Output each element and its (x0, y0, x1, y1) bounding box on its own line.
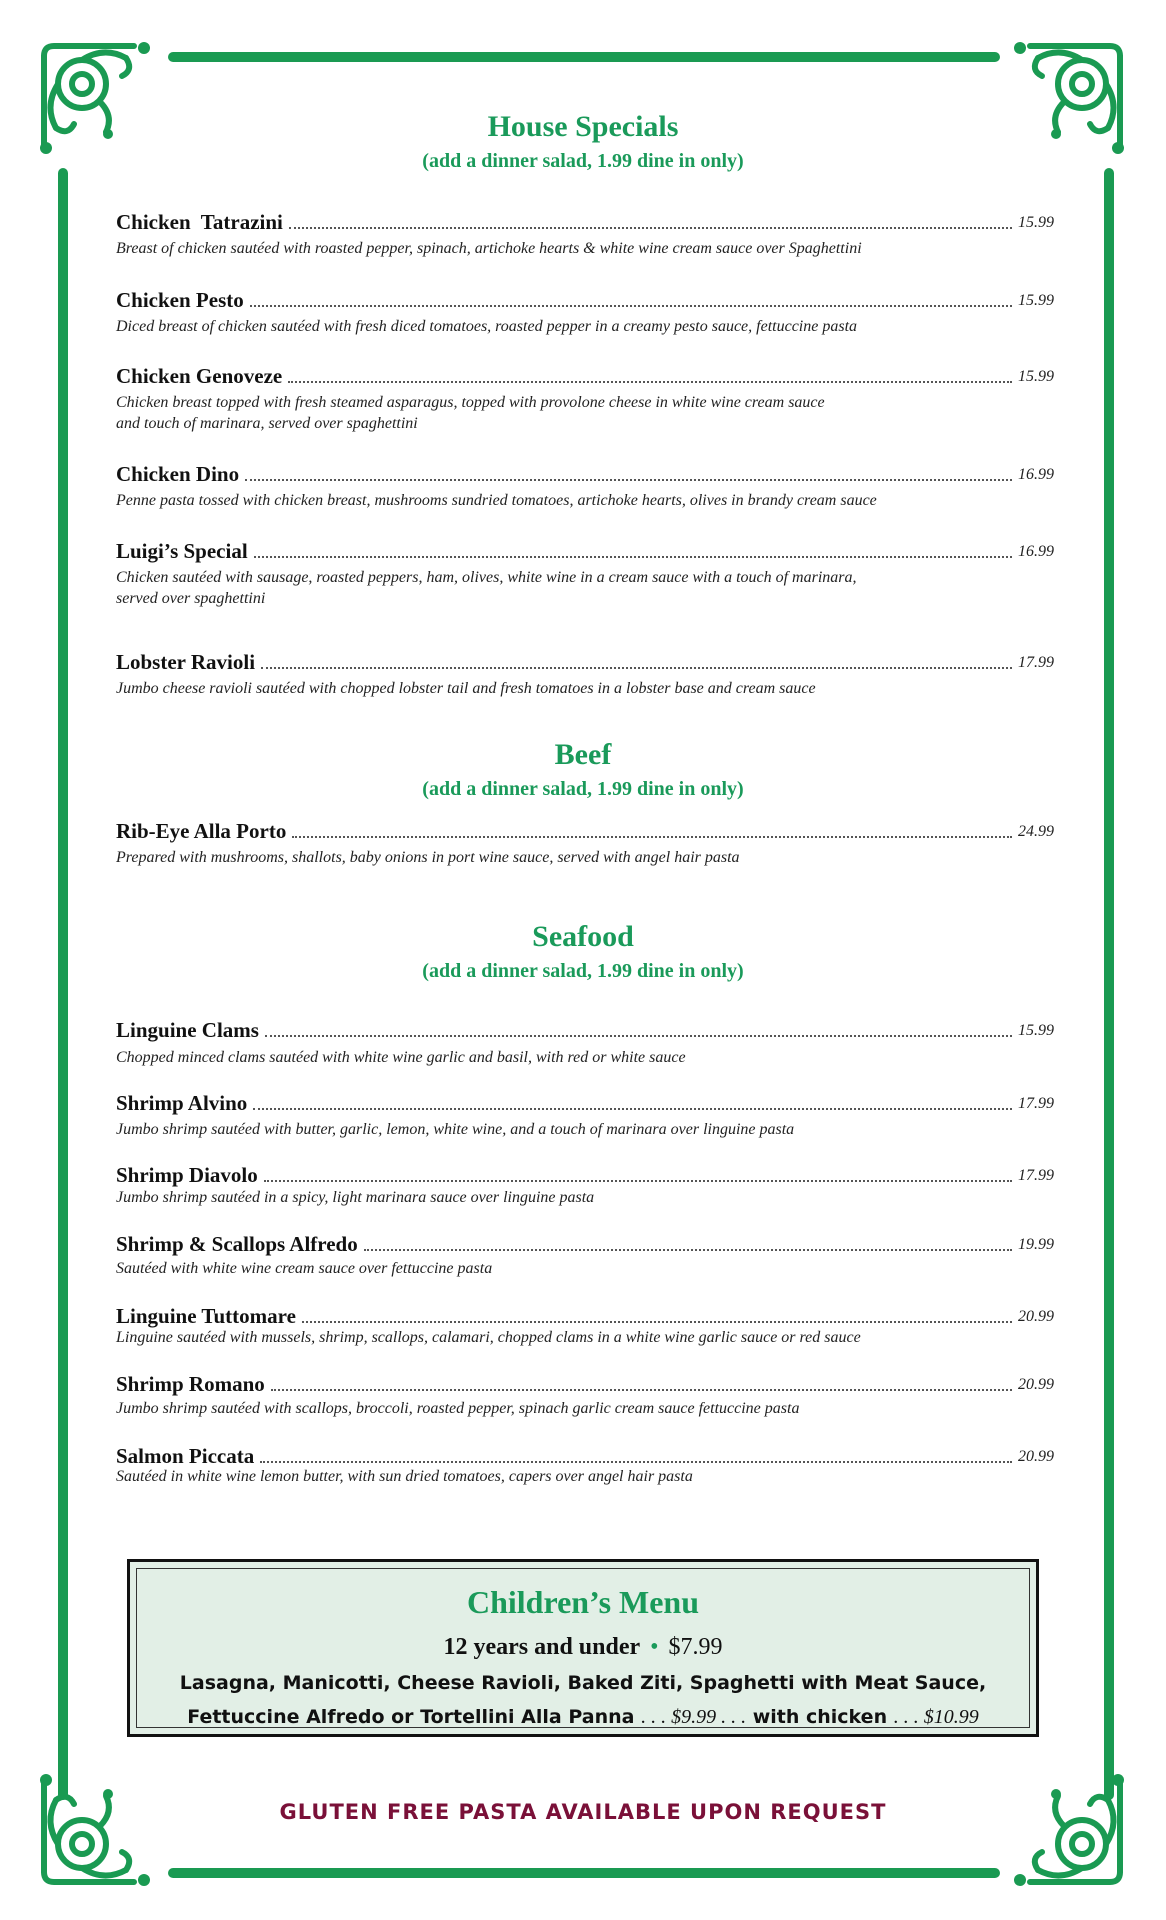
leader-dots (264, 1180, 1012, 1182)
item-price: 15.99 (1018, 214, 1054, 231)
item-price: 19.99 (1018, 1236, 1054, 1253)
item-description: Chicken breast topped with fresh steamed asparagus, topped with provolone cheese in white wine cream sauce (116, 394, 825, 411)
item-description: Linguine sautéed with mussels, shrimp, scallops, calamari, chopped clams in a white wine garlic sauce or red sauce (116, 1329, 861, 1346)
frame-top-bar (168, 52, 1000, 62)
corner-ornament-icon (34, 36, 164, 166)
leader-dots (261, 667, 1012, 669)
item-description: Jumbo shrimp sautéed with butter, garlic, lemon, white wine, and a touch of marinara over linguine pasta (116, 1121, 795, 1138)
leader-dots (265, 1035, 1012, 1037)
menu-item-chicken-dino (116, 458, 1054, 486)
menu-item-shrimp-scallops-alfredo (116, 1228, 1054, 1256)
item-description: Sautéed with white wine cream sauce over fettuccine pasta (116, 1260, 493, 1277)
menu-item-linguine-clams (116, 1014, 1054, 1042)
item-description: Diced breast of chicken sautéed with fresh diced tomatoes, roasted pepper in a creamy pesto sauce, fettuccine pasta (116, 318, 858, 335)
item-price: 20.99 (1018, 1308, 1054, 1325)
item-name: Shrimp Alvino (116, 1091, 248, 1115)
bullet-icon: • (650, 1634, 659, 1660)
item-description: Sautéed in white wine lemon butter, with sun dried tomatoes, capers over angel hair pasta (116, 1468, 693, 1485)
item-description-line2: and touch of marinara, served over spaghettini (116, 415, 418, 432)
item-price: 17.99 (1018, 1095, 1054, 1112)
menu-item-chicken-tatrazini (116, 206, 1054, 234)
items-text: Fettuccine Alfredo or Tortellini Alla Panna (187, 1706, 635, 1728)
corner-ornament-icon (1000, 36, 1130, 166)
leader-dots (271, 1389, 1012, 1391)
item-price: 24.99 (1018, 823, 1054, 840)
menu-item-salmon-piccata (116, 1440, 1054, 1468)
item-description: Chopped minced clams sautéed with white wine garlic and basil, with red or white sauce (116, 1049, 686, 1066)
item-description: Jumbo shrimp sautéed in a spicy, light marinara sauce over linguine pasta (116, 1189, 595, 1206)
item-name: Chicken Tatrazini (116, 210, 283, 234)
item-description: Chicken sautéed with sausage, roasted peppers, ham, olives, white wine in a cream sauce with a touch of marinara, (116, 569, 857, 586)
menu-item-shrimp-diavolo (116, 1159, 1054, 1187)
with-chicken-label: with chicken (752, 1706, 888, 1728)
section-title-house-specials: House Specials (487, 110, 679, 143)
item-name: Lobster Ravioli (116, 650, 256, 674)
gluten-free-notice: GLUTEN FREE PASTA AVAILABLE UPON REQUEST (279, 1800, 887, 1824)
menu-item-shrimp-alvino (116, 1087, 1054, 1115)
item-name: Shrimp & Scallops Alfredo (116, 1232, 358, 1256)
menu-item-luigis-special (116, 535, 1054, 563)
item-description-line2: served over spaghettini (116, 590, 266, 607)
item-description: Jumbo shrimp sautéed with scallops, broccoli, roasted pepper, spinach garlic cream sauce fettuccine pasta (116, 1400, 800, 1417)
menu-item-chicken-genoveze (116, 360, 1054, 388)
item-name: Rib-Eye Alla Porto (116, 819, 287, 843)
item-price: 15.99 (1018, 1022, 1054, 1039)
leader-dots (250, 305, 1012, 307)
items-price: . . . $9.99 . . . (641, 1706, 747, 1728)
item-name: Shrimp Romano (116, 1372, 265, 1396)
leader-dots (364, 1249, 1012, 1251)
item-price: 20.99 (1018, 1448, 1054, 1465)
frame-right-bar (1104, 168, 1114, 1800)
item-price: 15.99 (1018, 368, 1054, 385)
item-name: Chicken Genoveze (116, 364, 283, 388)
corner-ornament-icon (34, 1762, 164, 1892)
item-price: 16.99 (1018, 466, 1054, 483)
with-chicken-price: . . . $10.99 (893, 1706, 979, 1728)
section-subtitle-house-specials: (add a dinner salad, 1.99 dine in only) (422, 150, 744, 172)
menu-item-linguine-tuttomare (116, 1300, 1054, 1328)
item-description: Prepared with mushrooms, shallots, baby onions in port wine sauce, served with angel hair pasta (116, 849, 740, 866)
leader-dots (254, 556, 1012, 558)
menu-item-lobster-ravioli (116, 646, 1054, 674)
item-description: Jumbo cheese ravioli sautéed with chopped lobster tail and fresh tomatoes in a lobster base and cream sauce (116, 680, 816, 697)
kids-price: $7.99 (668, 1634, 723, 1660)
menu-item-rib-eye-alla-porto (116, 815, 1054, 843)
item-name: Salmon Piccata (116, 1444, 255, 1468)
menu-item-shrimp-romano (116, 1368, 1054, 1396)
frame-bottom-bar (168, 1868, 1000, 1878)
item-name: Linguine Clams (116, 1018, 259, 1042)
childrens-menu-items-line2 (130, 1706, 1036, 1729)
item-price: 16.99 (1018, 543, 1054, 560)
leader-dots (260, 1461, 1012, 1463)
frame-left-bar (58, 168, 68, 1800)
item-name: Chicken Dino (116, 462, 240, 486)
section-title-seafood: Seafood (532, 920, 634, 953)
age-limit: 12 years and under (443, 1634, 641, 1660)
childrens-menu-items-line1: Lasagna, Manicotti, Cheese Ravioli, Baked Ziti, Spaghetti with Meat Sauce, (179, 1672, 987, 1694)
leader-dots (289, 227, 1012, 229)
leader-dots (245, 479, 1012, 481)
item-description: Penne pasta tossed with chicken breast, mushrooms sundried tomatoes, artichoke hearts, olives in brandy cream sauce (116, 492, 877, 509)
leader-dots (253, 1108, 1012, 1110)
item-name: Chicken Pesto (116, 288, 244, 312)
item-price: 15.99 (1018, 292, 1054, 309)
item-price: 17.99 (1018, 654, 1054, 671)
item-description: Breast of chicken sautéed with roasted pepper, spinach, artichoke hearts & white wine cream sauce over Spaghettini (116, 240, 862, 257)
leader-dots (302, 1321, 1012, 1323)
leader-dots (292, 836, 1012, 838)
item-name: Linguine Tuttomare (116, 1304, 296, 1328)
section-title-beef: Beef (554, 738, 612, 771)
childrens-menu-title: Children’s Menu (466, 1584, 700, 1620)
corner-ornament-icon (1000, 1762, 1130, 1892)
item-price: 17.99 (1018, 1167, 1054, 1184)
item-name: Luigi’s Special (116, 539, 248, 563)
menu-item-chicken-pesto (116, 284, 1054, 312)
item-name: Shrimp Diavolo (116, 1163, 258, 1187)
section-subtitle-beef: (add a dinner salad, 1.99 dine in only) (422, 778, 744, 800)
item-price: 20.99 (1018, 1376, 1054, 1393)
childrens-menu-age-line (130, 1634, 1036, 1661)
leader-dots (288, 381, 1012, 383)
section-subtitle-seafood: (add a dinner salad, 1.99 dine in only) (422, 960, 744, 982)
childrens-menu-box (127, 1559, 1039, 1737)
